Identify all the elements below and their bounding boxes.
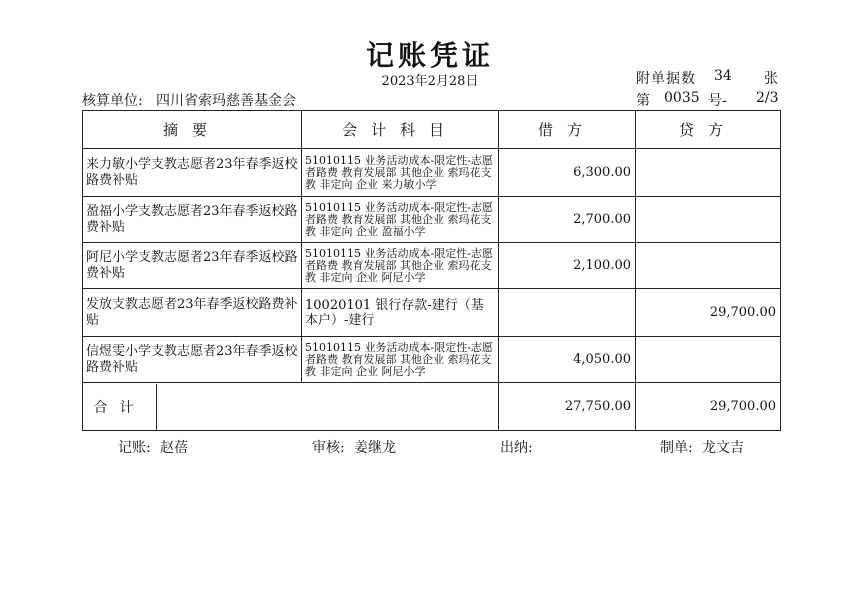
row-summary: 来力敏小学支教志愿者23年春季返校路费补贴: [83, 149, 302, 197]
table-row: [83, 197, 781, 243]
row-account: 51010115 业务活动成本-限定性-志愿者路费 教育发展部 其他企业 索玛花支教 非定向 企业 阿尼小学: [302, 243, 499, 289]
row-account: 51010115 业务活动成本-限定性-志愿者路费 教育发展部 其他企业 索玛花支教 非定向 企业 来力敏小学: [302, 149, 499, 197]
voucher-date: 2023年2月28日: [381, 74, 479, 89]
header-debit: 借方: [499, 111, 636, 149]
bookkeeper-name: 赵蓓: [160, 440, 188, 456]
total-credit: 29,700.00: [636, 383, 781, 431]
row-credit: [636, 337, 781, 383]
row-summary: 信煜雯小学支教志愿者23年春季返校路费补贴: [83, 337, 302, 383]
row-account: 10020101 银行存款-建行（基本户）-建行: [302, 289, 499, 337]
cashier-label: 出纳:: [500, 440, 533, 456]
row-summary: 发放支教志愿者23年春季返校路费补贴: [83, 289, 302, 337]
row-credit: [636, 197, 781, 243]
auditor-name: 姜继龙: [354, 440, 396, 456]
table-row: [83, 149, 781, 197]
voucher-table: [82, 110, 781, 431]
voucher-title: 记账凭证: [365, 39, 494, 72]
total-label-cell: [83, 383, 499, 431]
attachments-label: 附单据数: [636, 71, 696, 87]
table-header-row: [83, 111, 781, 149]
voucher-page: 2/3: [756, 90, 779, 106]
table-row: [83, 289, 781, 337]
row-summary: 盈福小学支教志愿者23年春季返校路费补贴: [83, 197, 302, 243]
voucher-number-prefix: 第: [636, 93, 650, 109]
row-debit: 4,050.00: [499, 337, 636, 383]
accounting-unit-label: 核算单位:: [82, 93, 143, 109]
total-debit: 27,750.00: [499, 383, 636, 431]
voucher-number-suffix: 号-: [708, 93, 727, 109]
row-credit: [636, 243, 781, 289]
row-debit: 6,300.00: [499, 149, 636, 197]
table-row: [83, 337, 781, 383]
header-credit: 贷方: [636, 111, 781, 149]
total-row: [83, 383, 781, 431]
row-credit: 29,700.00: [636, 289, 781, 337]
maker-label: 制单:: [660, 440, 693, 456]
accounting-unit-name: 四川省索玛慈善基金会: [156, 93, 296, 109]
row-account: 51010115 业务活动成本-限定性-志愿者路费 教育发展部 其他企业 索玛花支教 非定向 企业 阿尼小学: [302, 337, 499, 383]
auditor-label: 审核:: [312, 440, 345, 456]
attachments-count: 34: [714, 68, 732, 84]
maker-name: 龙文吉: [702, 440, 744, 456]
row-summary: 阿尼小学支教志愿者23年春季返校路费补贴: [83, 243, 302, 289]
attachments-unit: 张: [764, 71, 778, 87]
row-credit: [636, 149, 781, 197]
voucher-number: 0035: [664, 90, 700, 106]
table-row: [83, 243, 781, 289]
header-account: 会计科目: [302, 111, 499, 149]
row-debit: 2,100.00: [499, 243, 636, 289]
bookkeeper-label: 记账:: [118, 440, 151, 456]
row-debit: 2,700.00: [499, 197, 636, 243]
row-account: 51010115 业务活动成本-限定性-志愿者路费 教育发展部 其他企业 索玛花支教 非定向 企业 盈福小学: [302, 197, 499, 243]
total-label: 合计: [83, 384, 157, 430]
header-summary: 摘要: [83, 111, 302, 149]
row-debit: [499, 289, 636, 337]
